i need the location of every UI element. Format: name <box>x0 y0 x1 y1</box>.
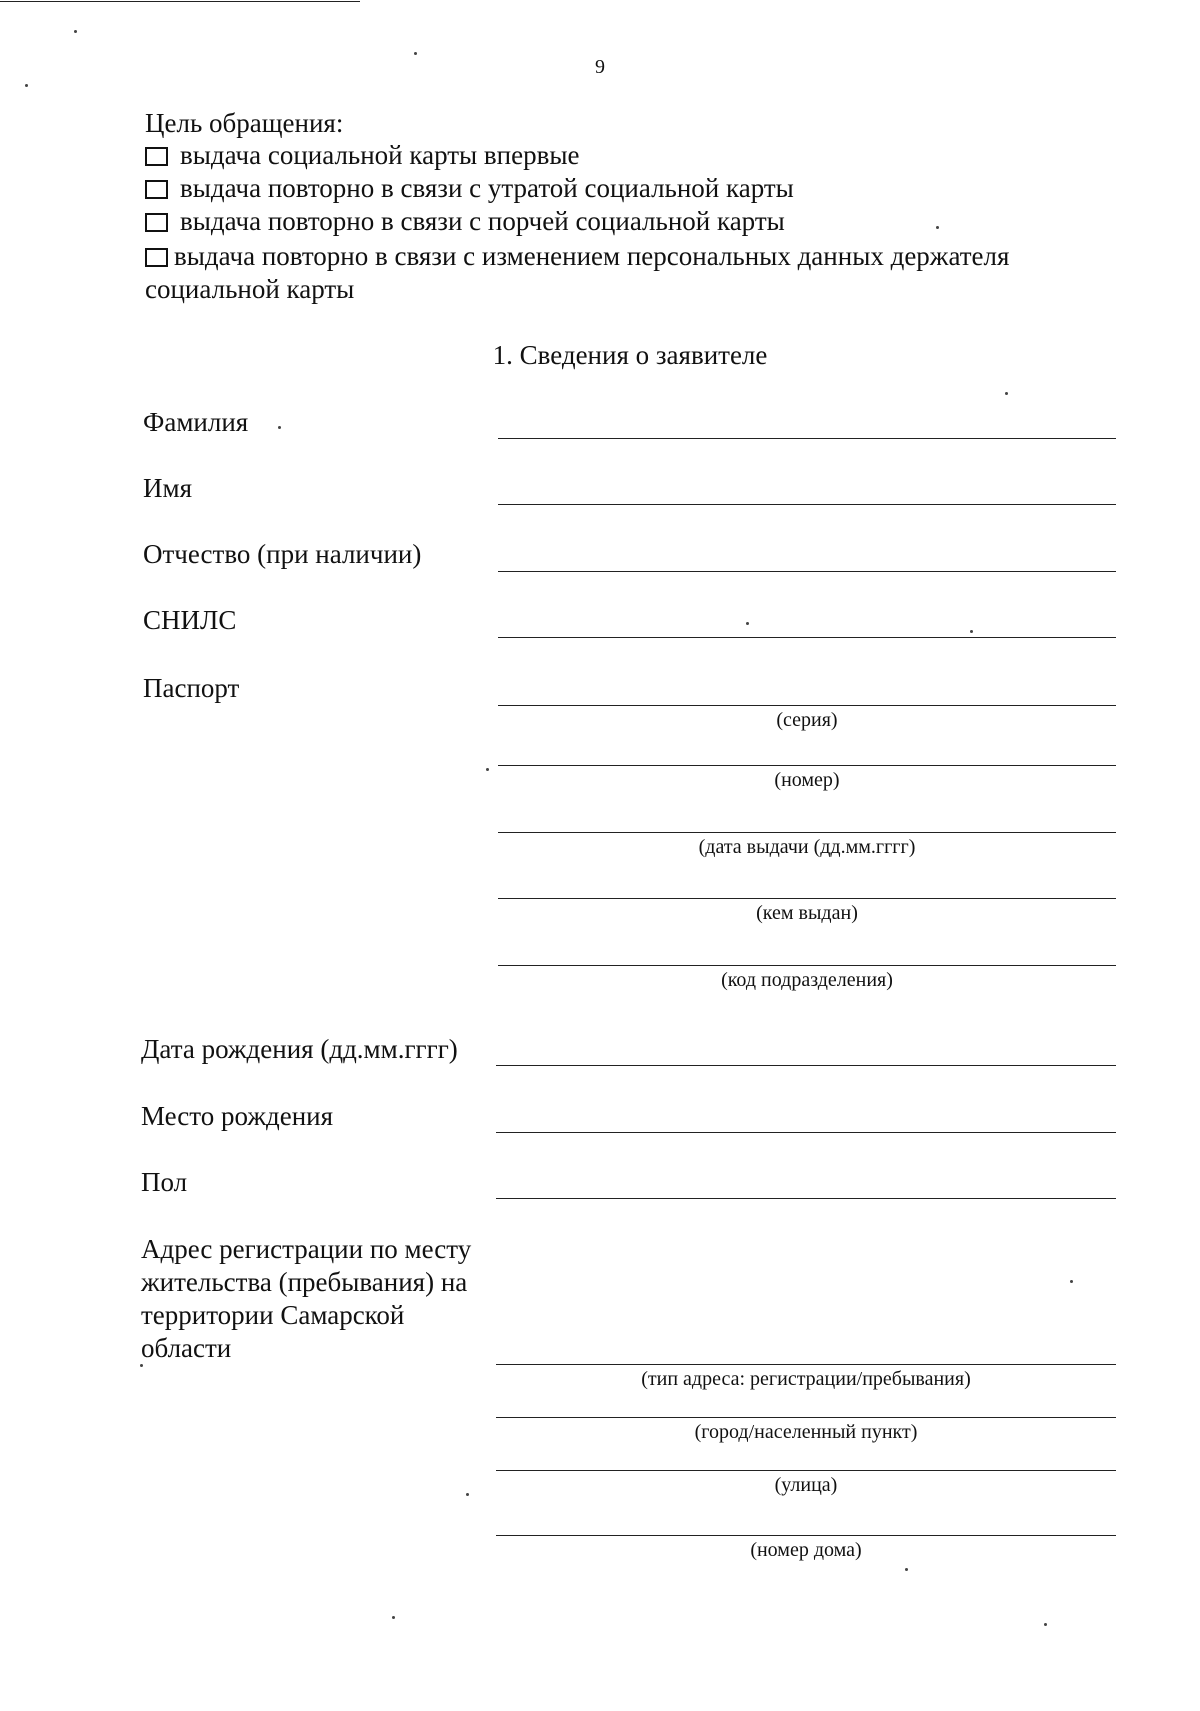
passport-number-caption: (номер) <box>774 769 840 791</box>
option-label: выдача повторно в связи с изменением персональных данных держателя <box>174 241 1010 271</box>
purpose-title: Цель обращения: <box>145 108 344 138</box>
scan-speck <box>278 426 281 429</box>
birth-date-field-line[interactable] <box>496 1065 1116 1066</box>
address-city-caption: (город/населенный пункт) <box>694 1421 918 1443</box>
birth-place-label: Место рождения <box>141 1101 334 1131</box>
address-city-line[interactable] <box>496 1417 1116 1418</box>
scan-speck <box>466 1493 469 1496</box>
patronymic-field-line[interactable] <box>498 571 1116 572</box>
purpose-option-loss[interactable] <box>145 173 794 203</box>
sex-label: Пол <box>141 1167 188 1197</box>
checkbox[interactable] <box>145 248 168 267</box>
name-label: Имя <box>143 473 193 503</box>
section-title: 1. Сведения о заявителе <box>492 340 768 370</box>
checkbox[interactable] <box>145 180 168 199</box>
option-label: выдача повторно в связи с порчей социальной карты <box>180 206 785 236</box>
checkbox[interactable] <box>145 213 168 232</box>
scan-speck <box>905 1568 908 1571</box>
passport-series-caption: (серия) <box>776 709 838 731</box>
scan-speck <box>25 84 28 87</box>
address-street-line[interactable] <box>496 1470 1116 1471</box>
scan-speck <box>746 622 749 625</box>
scan-speck <box>74 30 77 33</box>
purpose-option-first-issue[interactable] <box>145 140 579 170</box>
name-field-line[interactable] <box>498 504 1116 505</box>
checkbox[interactable] <box>145 147 168 166</box>
scan-speck <box>414 52 417 55</box>
snils-field-line[interactable] <box>498 637 1116 638</box>
patronymic-label: Отчество (при наличии) <box>143 539 422 569</box>
scan-speck <box>970 630 973 633</box>
passport-issue-date-caption: (дата выдачи (дд.мм.гггг) <box>698 836 916 858</box>
address-label-line-2: жительства (пребывания) на <box>141 1267 468 1297</box>
purpose-option-data-change[interactable] <box>145 241 1009 271</box>
address-house-line[interactable] <box>496 1535 1116 1536</box>
option-label: выдача социальной карты впервые <box>180 140 580 170</box>
scan-speck <box>936 226 939 229</box>
address-house-caption: (номер дома) <box>750 1539 862 1561</box>
passport-division-code-caption: (код подразделения) <box>721 969 893 991</box>
passport-issued-by-line[interactable] <box>498 898 1116 899</box>
address-street-caption: (улица) <box>774 1474 838 1496</box>
purpose-option-damage[interactable] <box>145 206 785 236</box>
scan-speck <box>392 1616 395 1619</box>
option-label: выдача повторно в связи с утратой социальной карты <box>180 173 794 203</box>
passport-number-line[interactable] <box>498 765 1116 766</box>
address-label-line-1: Адрес регистрации по месту <box>141 1234 472 1264</box>
scan-edge-line <box>0 1 360 2</box>
address-label-line-3: территории Самарской <box>141 1300 405 1330</box>
passport-division-code-line[interactable] <box>498 965 1116 966</box>
scan-speck <box>1005 392 1008 395</box>
address-type-line[interactable] <box>496 1364 1116 1365</box>
sex-field-line[interactable] <box>496 1198 1116 1199</box>
scan-speck <box>140 1364 143 1367</box>
passport-label: Паспорт <box>143 673 240 703</box>
scan-speck <box>1044 1623 1047 1626</box>
birth-date-label: Дата рождения (дд.мм.гггг) <box>141 1034 458 1064</box>
birth-place-field-line[interactable] <box>496 1132 1116 1133</box>
scan-speck <box>1070 1280 1073 1283</box>
purpose-option-continuation: социальной карты <box>145 274 355 304</box>
address-label-line-4: области <box>141 1333 232 1363</box>
snils-label: СНИЛС <box>143 605 237 635</box>
scan-speck <box>486 768 489 771</box>
surname-label: Фамилия <box>143 407 249 437</box>
page-number: 9 <box>595 56 605 78</box>
surname-field-line[interactable] <box>498 438 1116 439</box>
address-type-caption: (тип адреса: регистрации/пребывания) <box>641 1368 971 1390</box>
passport-series-line[interactable] <box>498 705 1116 706</box>
passport-issue-date-line[interactable] <box>498 832 1116 833</box>
passport-issued-by-caption: (кем выдан) <box>756 902 858 924</box>
